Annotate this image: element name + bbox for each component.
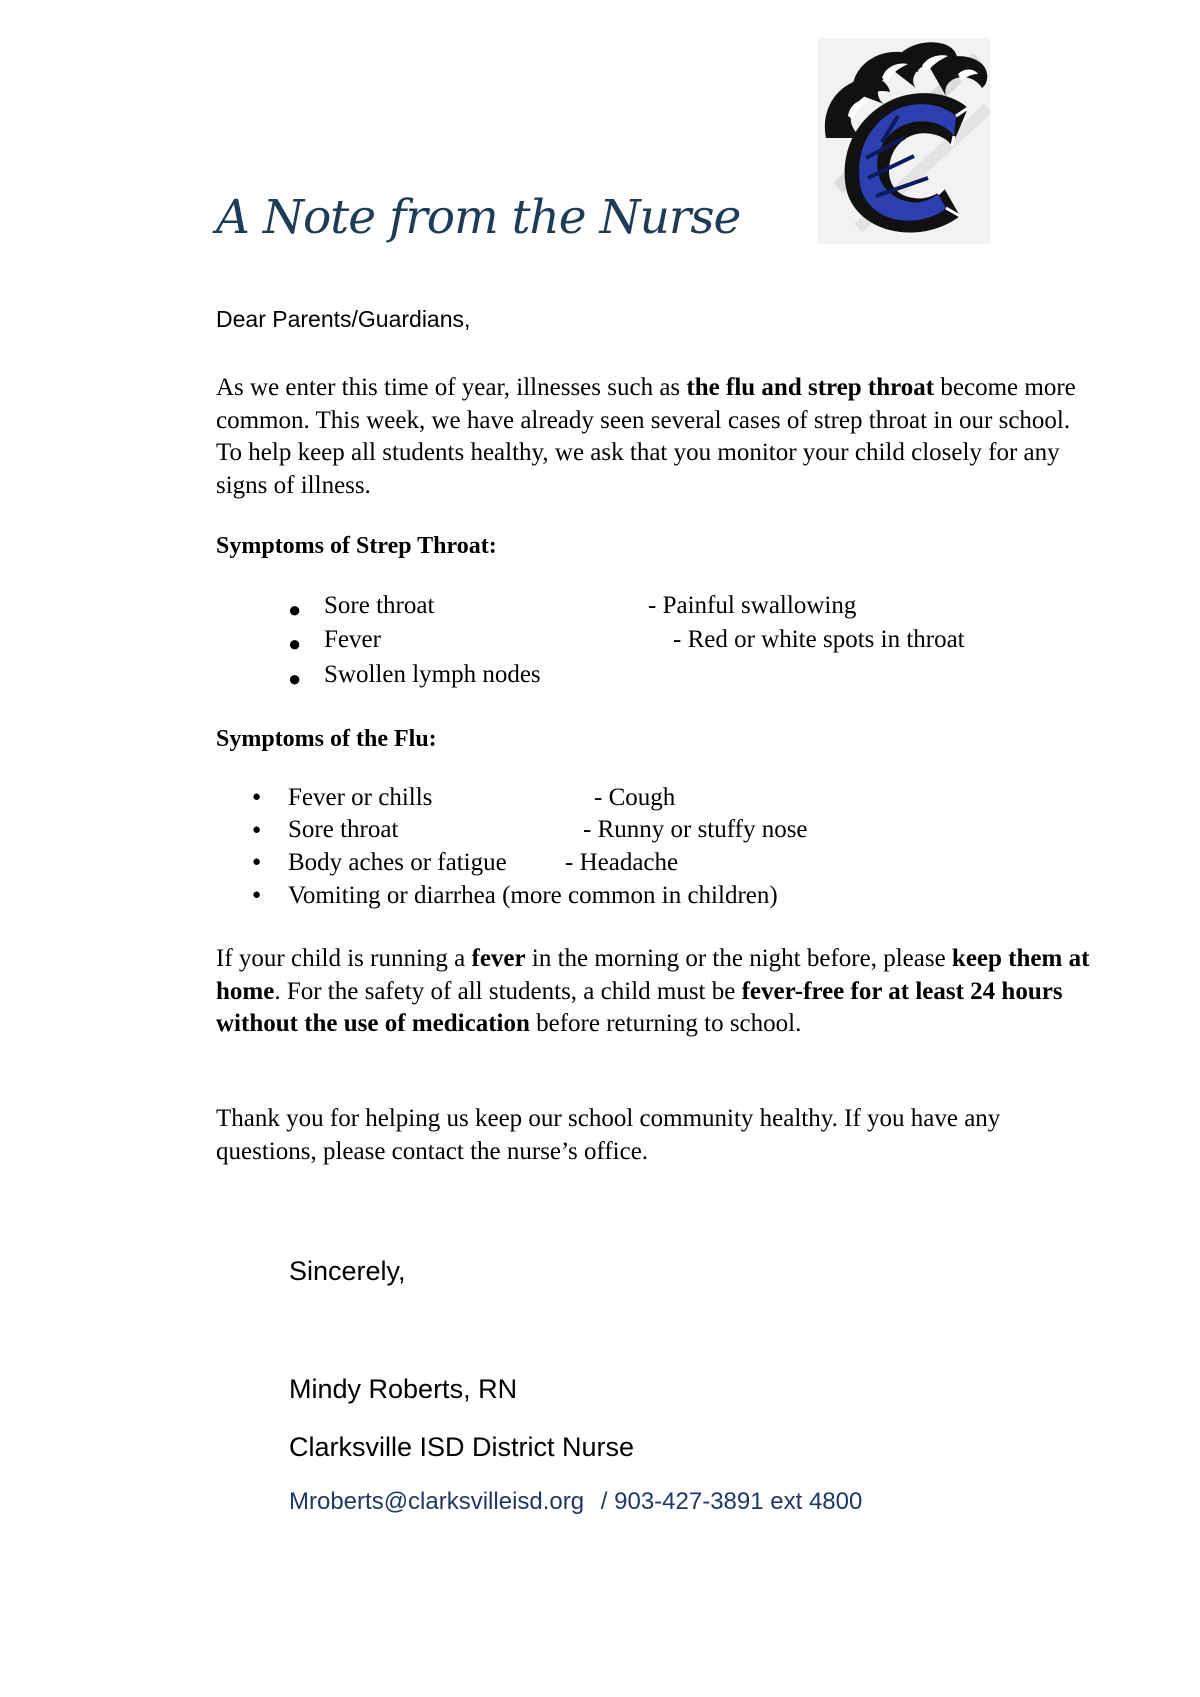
bullet-icon: ● xyxy=(252,887,262,903)
list-item: - Painful swallowing xyxy=(648,592,857,619)
contact-line xyxy=(289,1488,862,1516)
signer-name: Mindy Roberts, RN xyxy=(289,1374,518,1404)
list-item: Vomiting or diarrhea (more common in children) xyxy=(288,882,778,909)
paw-c-logo-icon xyxy=(818,38,990,244)
list-item: Sore throat xyxy=(324,592,435,619)
list-item: - Red or white spots in throat xyxy=(673,626,965,653)
bullet-icon: ● xyxy=(288,597,302,622)
flu-heading: Symptoms of the Flu: xyxy=(216,726,437,752)
bullet-icon: ● xyxy=(288,631,302,656)
bullet-icon: ● xyxy=(252,822,262,838)
list-item: - Runny or stuffy nose xyxy=(583,816,808,843)
bullet-icon: ● xyxy=(252,789,262,805)
list-item: - Cough xyxy=(594,784,676,811)
email-link[interactable]: Mroberts@clarksvilleisd.org xyxy=(289,1488,585,1515)
list-item: Body aches or fatigue xyxy=(288,849,507,876)
list-item: Fever xyxy=(324,626,381,653)
fever-policy-paragraph: If your child is running a fever in the morning or the night before, please keep them at home. For the safety of all students, a child must be fever-free for at least 24 hours without the use of medication before returning to school. xyxy=(216,945,1090,1037)
salutation: Dear Parents/Guardians, xyxy=(216,306,471,332)
intro-paragraph: As we enter this time of year, illnesses such as the flu and strep throat become more common. This week, we have already seen several cases of strep throat in our school. To help keep all students healthy, we ask that you monitor your child closely for any signs of illness. xyxy=(216,374,1076,499)
list-item: - Headache xyxy=(565,849,679,876)
signer-title: Clarksville ISD District Nurse xyxy=(289,1432,635,1462)
bullet-icon: ● xyxy=(252,854,262,870)
contact-separator: / xyxy=(600,1488,608,1515)
thanks-paragraph: Thank you for helping us keep our school community healthy. If you have any questions, please contact the nurse’s office. xyxy=(216,1105,1001,1165)
phone-number: 903-427-3891 ext 4800 xyxy=(614,1488,863,1515)
bullet-icon: ● xyxy=(288,666,302,691)
list-item: Sore throat xyxy=(288,816,399,843)
list-item: Swollen lymph nodes xyxy=(324,661,541,688)
closing: Sincerely, xyxy=(289,1256,406,1286)
page-title: A Note from the Nurse xyxy=(216,190,741,245)
list-item: Fever or chills xyxy=(288,784,433,811)
strep-heading: Symptoms of Strep Throat: xyxy=(216,533,497,559)
